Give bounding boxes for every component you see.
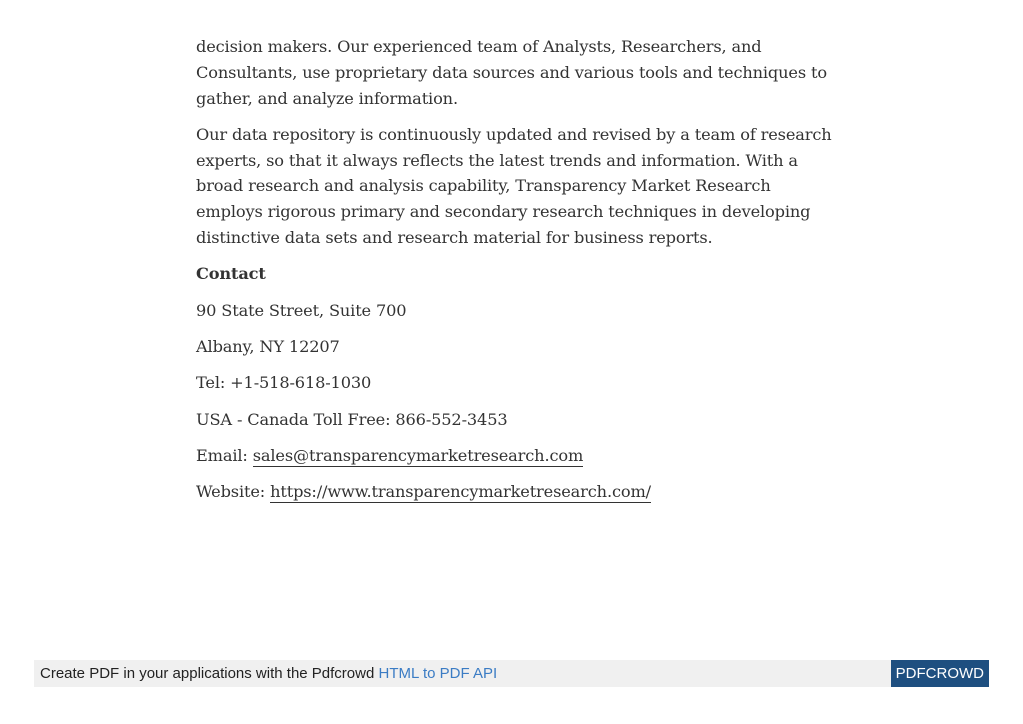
- address-street: 90 State Street, Suite 700: [196, 300, 407, 320]
- email-link[interactable]: sales@transparencymarketresearch.com: [252, 445, 584, 465]
- toll-free-number: USA - Canada Toll Free: 866-552-3453: [196, 409, 508, 429]
- contact-heading: Contact: [196, 264, 266, 284]
- paragraph-repository: Our data repository is continuously updated and revised by a team of research experts, so that it always reflects the latest trends and information. With a broad research and analysis capability, Transparency Market Research employs rigorous primary and secondary research techniques in developing distinctive data sets and research material for business reports.: [196, 124, 832, 248]
- website-link[interactable]: https://www.transparencymarketresearch.com/: [270, 482, 651, 502]
- html-to-pdf-api-link[interactable]: HTML to PDF API: [378, 665, 498, 682]
- website-label: Website:: [196, 482, 271, 502]
- address-city: Albany, NY 12207: [196, 336, 340, 356]
- email-line: [196, 443, 836, 469]
- website-line: [196, 479, 836, 505]
- telephone: Tel: +1-518-618-1030: [196, 373, 372, 393]
- footer-text: [40, 665, 497, 682]
- pdfcrowd-footer-bar: [34, 660, 989, 687]
- footer-caption: Create PDF in your applications with the Pdfcrowd: [40, 665, 379, 682]
- document-body: [196, 34, 836, 515]
- paragraph-intro: decision makers. Our experienced team of Analysts, Researchers, and Consultants, use proprietary data sources and various tools and techniques to gather, and analyze information.: [196, 37, 827, 108]
- email-label: Email:: [196, 445, 253, 465]
- pdfcrowd-brand-button[interactable]: PDFCROWD: [891, 660, 989, 687]
